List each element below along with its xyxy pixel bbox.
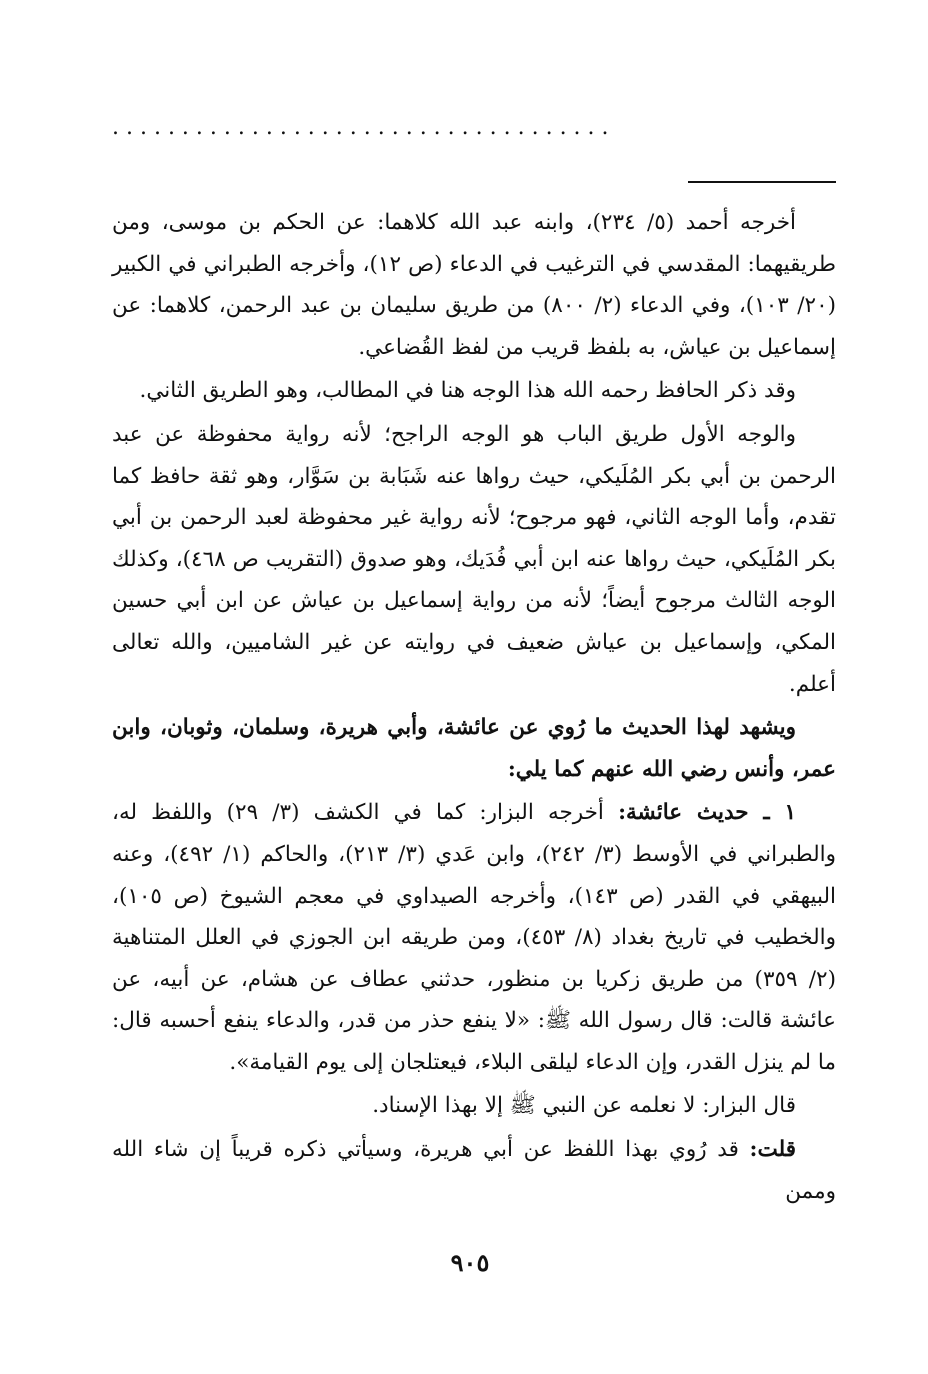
paragraph-bazzar-quote: قال البزار: لا نعلمه عن النبي ﷺ إلا بهذا الإسناد. — [372, 1093, 796, 1119]
paragraph-tarjih: والوجه الأول طريق الباب هو الوجه الراجح؛ لأنه رواية محفوظة عن عبد الرحمن بن أبي بكر المُلَيكي، حيث رواها عنه شَبَابة بن سَوَّار، وهو ثقة حافظ كما تقدم، وأما الوجه الثاني، فهو مرجوح؛ لأنه رواية غير محفوظة لعبد الرحمن بن أبي بكر المُلَيكي، حيث رواها عنه ابن أبي فُدَيك، وهو صدوق (التقريب ص ٤٦٨)، وكذلك الوجه الثالث مرجوح أيضاً؛ لأنه من رواية إسماعيل بن عياش عن ابن أبي حسين المكي، وإسماعيل بن عياش ضعيف في روايته عن غير الشاميين، والله تعالى أعلم. — [112, 421, 836, 697]
paragraph-qultu: قلت: قد رُوي بهذا اللفظ عن أبي هريرة، وسيأتي ذكره قريباً إن شاء الله وممن — [112, 1137, 836, 1204]
dotted-separator: . . . . . . . . . . . . . . . . . . . . . . . . . . . . . . . . . . . . — [112, 118, 609, 138]
paragraph-lead: قلت: — [749, 1137, 796, 1163]
footnote-rule — [688, 181, 836, 183]
paragraph-hafiz-note: وقد ذكر الحافظ رحمه الله هذا الوجه هنا في المطالب، وهو الطريق الثاني. — [139, 378, 796, 404]
page-body — [112, 202, 836, 1212]
paragraph-shawahid: ويشهد لهذا الحديث ما رُوي عن عائشة، وأبي هريرة، وسلمان، وثوبان، وابن عمر، وأنس رضي الله عنهم كما يلي: — [112, 715, 836, 782]
paragraph-lead: ١ ـ حديث عائشة: — [618, 800, 797, 826]
paragraph-hadith-aisha: ١ ـ حديث عائشة: أخرجه البزار: كما في الكشف (٣/ ٢٩) واللفظ له، والطبراني في الأوسط (٣/ ٢٤٢)، وابن عَدي (٣/ ٢١٣)، والحاكم (١/ ٤٩٢)، وعنه البيهقي في القدر (ص ١٤٣)، وأخرجه الصيداوي في معجم الشيوخ (ص ١٠٥)، والخطيب في تاريخ بغداد (٨/ ٤٥٣)، ومن طريقه ابن الجوزي في العلل المتناهية (٢/ ٣٥٩) من طريق زكريا بن منظور، حدثني عطاف عن هشام، عن أبيه، عن عائشة قالت: قال رسول الله ﷺ: «لا ينفع حذر من قدر، والدعاء ينفع أحسبه قال: ما لم ينزل القدر، وإن الدعاء ليلقى البلاء، فيعتلجان إلى يوم القيامة». — [112, 800, 837, 1075]
paragraph-takhrij-ahmad: أخرجه أحمد (٥/ ٢٣٤)، وابنه عبد الله كلاهما: عن الحكم بن موسى، ومن طريقيهما: المقدسي في الترغيب في الدعاء (ص ١٢)، وأخرجه الطبراني في الكبير (٢٠/ ١٠٣)، وفي الدعاء (٢/ ٨٠٠) من طريق سليمان بن عبد الرحمن، كلاهما: عن إسماعيل بن عياش، به بلفظ قريب من لفظ القُضاعي. — [112, 210, 837, 360]
page-number: ٩٠٥ — [450, 1248, 490, 1277]
